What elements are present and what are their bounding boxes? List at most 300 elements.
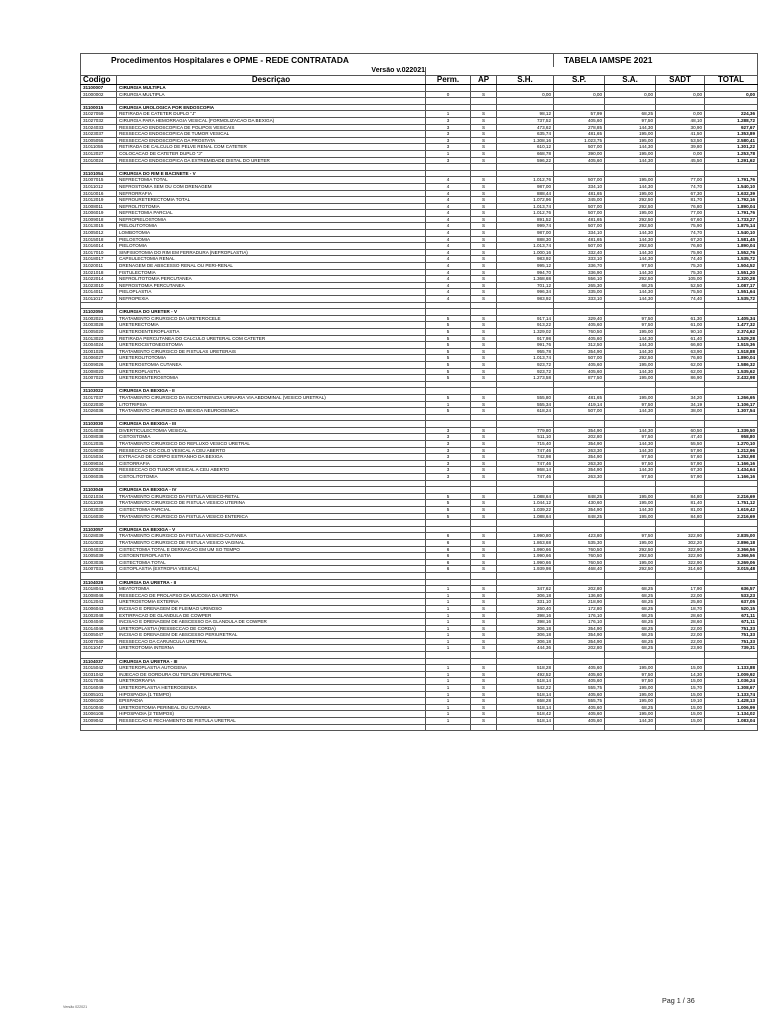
- cell-sh: 1.044,12: [497, 500, 554, 507]
- empty-cell: [605, 421, 656, 428]
- cell-ap: S: [471, 256, 497, 263]
- empty-cell: [426, 302, 471, 309]
- empty-cell: [705, 164, 758, 171]
- cell-sadt: 34,19: [656, 401, 705, 408]
- cell-code: 31014046: [81, 625, 117, 632]
- version-row: [81, 67, 758, 76]
- cell-sp: 202,80: [554, 434, 605, 441]
- cell-sadt: 75,90: [656, 223, 705, 230]
- cell-total: 1.586,32: [705, 361, 758, 368]
- empty-cell: [497, 487, 554, 494]
- empty-cell: [471, 487, 497, 494]
- empty-cell: [497, 164, 554, 171]
- cell-sh: 1.990,66: [497, 546, 554, 553]
- empty-cell: [554, 658, 605, 665]
- cell-total: 2.374,62: [705, 328, 758, 335]
- cell-sa: 195,00: [605, 698, 656, 705]
- cell-desc: URETROTOMIA INTERNA: [117, 645, 426, 652]
- cell-sadt: 322,90: [656, 553, 705, 560]
- table-row: [81, 401, 758, 408]
- cell-sa: 144,30: [605, 467, 656, 474]
- cell-code: 31002030: [81, 507, 117, 514]
- cell-sh: 923,72: [497, 368, 554, 375]
- cell-code: 31012043: [81, 599, 117, 606]
- cell-sadt: 0,00: [656, 91, 705, 98]
- group-header-row: [81, 421, 758, 428]
- cell-code: 31014038: [81, 427, 117, 434]
- cell-sadt: 75,90: [656, 249, 705, 256]
- cell-sa: 195,00: [605, 361, 656, 368]
- cell-ap: S: [471, 124, 497, 131]
- spacer-row: [81, 572, 758, 579]
- cell-perm: 5: [426, 361, 471, 368]
- cell-sh: 306,18: [497, 632, 554, 639]
- empty-cell: [705, 388, 758, 395]
- empty-cell: [705, 526, 758, 533]
- cell-code: 31020011: [81, 263, 117, 270]
- cell-desc: CIRURGIA PARA HEMORRAGIA VESICAL (FORMOLIZACAO DA BEXIGA): [117, 117, 426, 124]
- cell-sp: 760,50: [554, 559, 605, 566]
- cell-sh: 955,78: [497, 348, 554, 355]
- cell-perm: 4: [426, 223, 471, 230]
- cell-total: 751,33: [705, 638, 758, 645]
- cell-total: 1.353,89: [705, 131, 758, 138]
- cell-total: 1.515,36: [705, 342, 758, 349]
- cell-code: 31011012: [81, 183, 117, 190]
- cell-code: 31024033: [81, 124, 117, 131]
- group-title: CIRURGIA DO URETER - V: [117, 309, 426, 316]
- cell-sa: 144,30: [605, 249, 656, 256]
- cell-desc: RETIRADA PERCUTANEA DO CALCULO URETERAL COM CATETER: [117, 335, 426, 342]
- cell-sa: 97,50: [605, 454, 656, 461]
- table-row: [81, 599, 758, 606]
- cell-total: 637,05: [705, 599, 758, 606]
- empty-cell: [605, 724, 656, 731]
- cell-total: 2.432,98: [705, 375, 758, 382]
- cell-sadt: 322,90: [656, 533, 705, 540]
- table-row: [81, 157, 758, 164]
- empty-cell: [656, 487, 705, 494]
- cell-sa: 195,00: [605, 500, 656, 507]
- cell-sp: 555,75: [554, 685, 605, 692]
- cell-desc: INCISAO E DRENAGEM DE ABSCESSO PERIURETRAL: [117, 632, 426, 639]
- cell-sh: 542,22: [497, 685, 554, 692]
- cell-sh: 747,46: [497, 474, 554, 481]
- cell-sadt: 86,90: [656, 375, 705, 382]
- cell-sa: 144,30: [605, 335, 656, 342]
- empty-cell: [705, 520, 758, 527]
- cell-sa: 144,30: [605, 427, 656, 434]
- cell-perm: 3: [426, 441, 471, 448]
- group-header-row: [81, 526, 758, 533]
- cell-ap: S: [471, 117, 497, 124]
- empty-cell: [117, 520, 426, 527]
- cell-perm: 5: [426, 500, 471, 507]
- cell-sa: 292,50: [605, 243, 656, 250]
- cell-desc: DRENAGEM DE ABSCESSO RENAL OU PERI-RENAL: [117, 263, 426, 270]
- empty-cell: [426, 658, 471, 665]
- cell-ap: S: [471, 322, 497, 329]
- cell-sp: 405,60: [554, 671, 605, 678]
- cell-sa: 195,00: [605, 513, 656, 520]
- col-header-descricao: Descriçao: [117, 76, 426, 85]
- table-row: [81, 249, 758, 256]
- cell-desc: URETEROPLASTIA HETEROGENEA: [117, 685, 426, 692]
- cell-sadt: 57,90: [656, 447, 705, 454]
- cell-ap: S: [471, 282, 497, 289]
- cell-sp: 507,00: [554, 144, 605, 151]
- empty-cell: [471, 520, 497, 527]
- group-title: CIRURGIA DO RIM E BACINETE - V: [117, 170, 426, 177]
- table-row: [81, 612, 758, 619]
- empty-cell: [471, 98, 497, 105]
- cell-sp: 332,40: [554, 249, 605, 256]
- cell-sadt: 14,30: [656, 671, 705, 678]
- table-row: [81, 230, 758, 237]
- cell-desc: RESSECCAO DO COLO VESICAL A CEU ABERTO: [117, 447, 426, 454]
- cell-sh: 444,36: [497, 645, 554, 652]
- cell-sa: 195,00: [605, 711, 656, 718]
- cell-perm: 1: [426, 665, 471, 672]
- spacer-row: [81, 302, 758, 309]
- cell-code: 31003036: [81, 559, 117, 566]
- cell-code: 31013015: [81, 223, 117, 230]
- cell-ap: S: [471, 586, 497, 593]
- empty-cell: [426, 164, 471, 171]
- cell-desc: PIELOTOMIA: [117, 243, 426, 250]
- table-row: [81, 177, 758, 184]
- empty-cell: [554, 388, 605, 395]
- cell-sh: 555,80: [497, 394, 554, 401]
- cell-code: 31002021: [81, 315, 117, 322]
- cell-total: 1.252,98: [705, 454, 758, 461]
- cell-sa: 292,50: [605, 546, 656, 553]
- cell-code: 31011047: [81, 645, 117, 652]
- empty-cell: [605, 381, 656, 388]
- cell-sadt: 81,70: [656, 197, 705, 204]
- cell-sa: 195,00: [605, 137, 656, 144]
- cell-sp: 507,00: [554, 203, 605, 210]
- cell-total: 2.320,28: [705, 276, 758, 283]
- cell-sadt: 15,00: [656, 711, 705, 718]
- table-row: [81, 592, 758, 599]
- cell-desc: NEFROURETERECTOMIA TOTAL: [117, 197, 426, 204]
- cell-perm: 3: [426, 467, 471, 474]
- cell-code: 31005039: [81, 553, 117, 560]
- table-row: [81, 665, 758, 672]
- cell-total: 520,15: [705, 605, 758, 612]
- cell-code: 31011055: [81, 144, 117, 151]
- cell-perm: 4: [426, 289, 471, 296]
- cell-perm: 6: [426, 559, 471, 566]
- cell-code: 31000002: [81, 91, 117, 98]
- cell-sh: 306,18: [497, 638, 554, 645]
- cell-sp: 354,90: [554, 507, 605, 514]
- cell-desc: NEFROSTOMIA PERCUTANEA: [117, 282, 426, 289]
- cell-desc: NEFRECTOMIA PARCIAL: [117, 210, 426, 217]
- group-header-row: [81, 658, 758, 665]
- cell-sh: 999,74: [497, 223, 554, 230]
- cell-sp: 405,60: [554, 335, 605, 342]
- cell-code: 31011039: [81, 500, 117, 507]
- cell-desc: URETRORRAFIA: [117, 678, 426, 685]
- col-header-sa: S.A.: [605, 76, 656, 85]
- empty-cell: [705, 487, 758, 494]
- cell-sa: 144,30: [605, 269, 656, 276]
- empty-cell: [705, 381, 758, 388]
- cell-sa: 292,50: [605, 355, 656, 362]
- cell-code: 31006043: [81, 605, 117, 612]
- price-table-sheet: [80, 53, 756, 731]
- cell-desc: CISTORRAFIA: [117, 460, 426, 467]
- cell-sh: 991,76: [497, 342, 554, 349]
- cell-sp: 390,00: [554, 150, 605, 157]
- cell-code: 31016049: [81, 685, 117, 692]
- cell-sadt: 74,70: [656, 183, 705, 190]
- cell-total: 1.428,13: [705, 698, 758, 705]
- cell-code: 31008046: [81, 592, 117, 599]
- cell-sadt: 0,00: [656, 111, 705, 118]
- table-row: [81, 711, 758, 718]
- cell-sh: 868,14: [497, 467, 554, 474]
- cell-sa: 68,25: [605, 638, 656, 645]
- cell-total: 1.504,52: [705, 263, 758, 270]
- cell-desc: CISTOLITOTOMIA: [117, 474, 426, 481]
- empty-cell: [656, 579, 705, 586]
- cell-sadt: 22,00: [656, 632, 705, 639]
- cell-sa: 144,30: [605, 256, 656, 263]
- cell-sadt: 28,60: [656, 612, 705, 619]
- cell-ap: S: [471, 263, 497, 270]
- cell-sadt: 314,60: [656, 566, 705, 573]
- empty-cell: [605, 98, 656, 105]
- cell-sadt: 67,30: [656, 467, 705, 474]
- empty-cell: [81, 520, 117, 527]
- empty-cell: [471, 572, 497, 579]
- table-row: [81, 144, 758, 151]
- cell-perm: 4: [426, 263, 471, 270]
- empty-cell: [656, 98, 705, 105]
- empty-cell: [81, 480, 117, 487]
- cell-desc: URETEROCISTONEOSTOMIA: [117, 342, 426, 349]
- cell-ap: S: [471, 691, 497, 698]
- cell-ap: S: [471, 638, 497, 645]
- cell-ap: S: [471, 230, 497, 237]
- table-name: TABELA IAMSPE 2021: [554, 54, 758, 68]
- empty-cell: [554, 414, 605, 421]
- cell-sp: 0,00: [554, 91, 605, 98]
- empty-cell: [656, 170, 705, 177]
- cell-sa: 68,25: [605, 592, 656, 599]
- cell-code: 31023037: [81, 131, 117, 138]
- cell-sh: 518,14: [497, 678, 554, 685]
- cell-sh: 737,52: [497, 117, 554, 124]
- cell-code: 31021034: [81, 493, 117, 500]
- cell-sp: 312,50: [554, 342, 605, 349]
- table-row: [81, 289, 758, 296]
- cell-desc: LOMBOTOMIA: [117, 230, 426, 237]
- table-row: [81, 315, 758, 322]
- cell-desc: TRATAMENTO CIRURGICO DE FISTULA VESICO VAGINAL: [117, 539, 426, 546]
- cell-desc: URETEROSTOMIA CUTANEA: [117, 361, 426, 368]
- cell-sadt: 55,50: [656, 441, 705, 448]
- cell-sa: 144,30: [605, 408, 656, 415]
- cell-desc: COLOCACAO DE CATETER DUPLO "J": [117, 150, 426, 157]
- cell-sh: 1.012,76: [497, 210, 554, 217]
- cell-sa: 195,00: [605, 394, 656, 401]
- cell-perm: 1: [426, 586, 471, 593]
- empty-cell: [471, 579, 497, 586]
- empty-cell: [471, 381, 497, 388]
- empty-cell: [117, 381, 426, 388]
- cell-desc: RESSECCAO ENDOSCOPICA DA PROSTATA: [117, 137, 426, 144]
- cell-perm: 6: [426, 553, 471, 560]
- cell-total: 1.890,04: [705, 203, 758, 210]
- empty-cell: [471, 302, 497, 309]
- cell-sa: 68,25: [605, 605, 656, 612]
- cell-sp: 336,90: [554, 269, 605, 276]
- cell-code: 31002048: [81, 612, 117, 619]
- table-row: [81, 605, 758, 612]
- cell-total: 1.581,45: [705, 236, 758, 243]
- cell-desc: URETEROENTEROSTOMIA: [117, 375, 426, 382]
- cell-ap: S: [471, 342, 497, 349]
- cell-desc: CAPSULECTOMIA RENAL: [117, 256, 426, 263]
- group-title: CIRURGIA DA URETRA - II: [117, 579, 426, 586]
- cell-perm: 6: [426, 533, 471, 540]
- cell-sadt: 67,60: [656, 216, 705, 223]
- cell-desc: RESSECCAO DA CARUNCULA URETRAL: [117, 638, 426, 645]
- cell-sp: 405,60: [554, 704, 605, 711]
- cell-ap: S: [471, 315, 497, 322]
- cell-sp: 481,65: [554, 236, 605, 243]
- cell-sa: 144,30: [605, 348, 656, 355]
- cell-sh: 1.308,16: [497, 137, 554, 144]
- cell-code: 31005012: [81, 230, 117, 237]
- cell-code: 31023010: [81, 282, 117, 289]
- empty-cell: [656, 164, 705, 171]
- cell-ap: S: [471, 559, 497, 566]
- cell-total: 1.212,96: [705, 447, 758, 454]
- cell-perm: 5: [426, 493, 471, 500]
- cell-ap: S: [471, 375, 497, 382]
- cell-sa: 68,25: [605, 625, 656, 632]
- cell-total: 1.540,10: [705, 183, 758, 190]
- cell-code: 31009026: [81, 361, 117, 368]
- cell-sadt: 57,90: [656, 460, 705, 467]
- cell-code: 31006035: [81, 474, 117, 481]
- cell-total: 1.632,39: [705, 190, 758, 197]
- cell-sadt: 74,70: [656, 230, 705, 237]
- col-header-sp: S.P.: [554, 76, 605, 85]
- cell-sh: 260,40: [497, 605, 554, 612]
- cell-sadt: 34,20: [656, 394, 705, 401]
- cell-code: 31006108: [81, 711, 117, 718]
- empty-cell: [426, 724, 471, 731]
- cell-sadt: 322,90: [656, 546, 705, 553]
- cell-sh: 1.368,68: [497, 276, 554, 283]
- cell-sp: 760,50: [554, 328, 605, 335]
- cell-code: 31005055: [81, 137, 117, 144]
- cell-sh: 747,46: [497, 447, 554, 454]
- cell-code: 31008011: [81, 203, 117, 210]
- cell-sa: 195,00: [605, 559, 656, 566]
- cell-sa: 144,30: [605, 230, 656, 237]
- empty-cell: [605, 104, 656, 111]
- table-row: [81, 216, 758, 223]
- empty-cell: [426, 98, 471, 105]
- empty-cell: [705, 658, 758, 665]
- cell-sp: 333,10: [554, 296, 605, 303]
- empty-cell: [426, 381, 471, 388]
- cell-sh: 987,00: [497, 183, 554, 190]
- cell-sp: 354,90: [554, 638, 605, 645]
- empty-cell: [471, 526, 497, 533]
- cell-sa: 144,30: [605, 236, 656, 243]
- cell-sa: 292,50: [605, 216, 656, 223]
- empty-cell: [656, 421, 705, 428]
- cell-total: 1.339,50: [705, 427, 758, 434]
- empty-cell: [81, 164, 117, 171]
- empty-cell: [656, 85, 705, 92]
- cell-total: 1.308,67: [705, 685, 758, 692]
- cell-ap: S: [471, 401, 497, 408]
- group-title: CIRURGIA DA BEXIGA - III: [117, 421, 426, 428]
- cell-sadt: 67,30: [656, 190, 705, 197]
- cell-desc: PIELOSTOMIA: [117, 236, 426, 243]
- empty-cell: [605, 388, 656, 395]
- cell-sadt: 84,80: [656, 513, 705, 520]
- cell-perm: 5: [426, 328, 471, 335]
- cell-total: 1.535,72: [705, 296, 758, 303]
- table-body: [81, 85, 758, 731]
- cell-sh: 98,12: [497, 111, 554, 118]
- cell-sadt: 15,00: [656, 665, 705, 672]
- empty-cell: [605, 579, 656, 586]
- empty-cell: [117, 98, 426, 105]
- cell-ap: S: [471, 566, 497, 573]
- cell-sp: 354,90: [554, 348, 605, 355]
- cell-total: 958,80: [705, 434, 758, 441]
- cell-sa: 68,25: [605, 612, 656, 619]
- cell-perm: 5: [426, 322, 471, 329]
- cell-sadt: 62,00: [656, 368, 705, 375]
- cell-sa: 195,00: [605, 691, 656, 698]
- cell-total: 1.875,14: [705, 223, 758, 230]
- cell-total: 1.405,34: [705, 315, 758, 322]
- cell-total: 1.270,10: [705, 441, 758, 448]
- cell-code: 31020026: [81, 467, 117, 474]
- empty-cell: [605, 309, 656, 316]
- cell-code: 31015018: [81, 236, 117, 243]
- cell-ap: S: [471, 355, 497, 362]
- group-title: CIRURGIA DA BEXIGA - II: [117, 388, 426, 395]
- cell-sh: 658,28: [497, 698, 554, 705]
- empty-cell: [605, 652, 656, 659]
- table-row: [81, 243, 758, 250]
- cell-sp: 423,80: [554, 533, 605, 540]
- cell-code: 31031042: [81, 671, 117, 678]
- cell-ap: S: [471, 441, 497, 448]
- cell-sadt: 77,00: [656, 210, 705, 217]
- cell-code: 31017045: [81, 678, 117, 685]
- cell-sp: 507,00: [554, 243, 605, 250]
- cell-perm: 3: [426, 447, 471, 454]
- cell-sp: 329,40: [554, 315, 605, 322]
- cell-sp: 265,30: [554, 282, 605, 289]
- cell-perm: 3: [426, 434, 471, 441]
- cell-sa: 195,00: [605, 539, 656, 546]
